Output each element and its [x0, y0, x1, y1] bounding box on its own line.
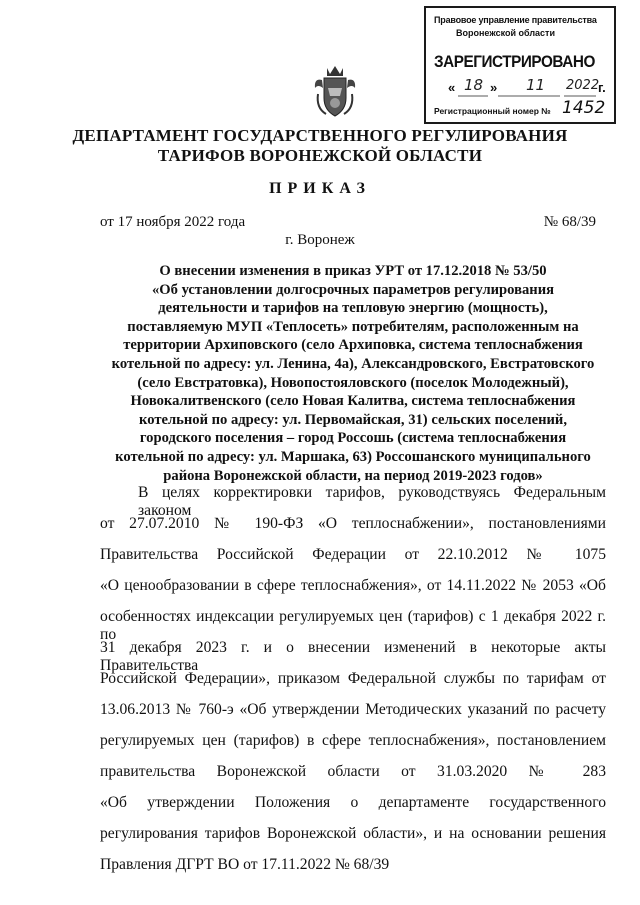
body-line: регулируемых цен (тарифов) в сфере теплоснабжения», постановлением — [100, 732, 606, 749]
stamp-date-underlines — [448, 80, 618, 100]
title-line: котельной по адресу: ул. Первомайская, 31) сельских поселений, — [139, 411, 567, 428]
stamp-date-year: 2022 — [566, 78, 600, 93]
stamp-authority-line1: Правовое управление правительства — [434, 15, 597, 25]
coat-of-arms-icon — [312, 64, 358, 120]
department-name-line2: ТАРИФОВ ВОРОНЕЖСКОЙ ОБЛАСТИ — [157, 146, 483, 165]
body-line: особенностях индексации регулируемых цен (тарифов) с 1 декабря 2022 г. по — [100, 608, 606, 643]
body-line: 13.06.2013 № 760-э «Об утверждении Методических указаний по расчету — [100, 701, 606, 718]
title-line: «Об установлении долгосрочных параметров регулирования — [151, 281, 554, 298]
title-line: О внесении изменения в приказ УРТ от 17.12.2018 № 53/50 — [159, 263, 547, 279]
title-line: котельной по адресу: ул. Ленина, 4а), Александровского, Евстратовского — [111, 355, 595, 372]
stamp-authority-line2: Воронежской области — [456, 28, 555, 38]
body-line: от 27.07.2010 № 190-ФЗ «О теплоснабжении», постановлениями — [100, 515, 606, 532]
stamp-date — [448, 76, 618, 100]
body-line: Правительства Российской Федерации от 22.10.2012 № 1075 — [100, 546, 606, 563]
document-type: ПРИКАЗ — [269, 180, 371, 197]
stamp-reg-number: 1452 — [562, 98, 606, 118]
body-line: 31 декабря 2023 г. и о внесении изменений в некоторые акты Правительства — [100, 639, 606, 674]
body-line: Правления ДГРТ ВО от 17.11.2022 № 68/39 — [100, 856, 390, 873]
title-line: территории Архиповского (село Архиповка, система теплоснабжения — [123, 337, 583, 354]
stamp-registered-label: ЗАРЕГИСТРИРОВАНО — [434, 52, 595, 71]
body-line: регулирования тарифов Воронежской области», и на основании решения — [100, 825, 606, 842]
registration-stamp — [424, 6, 616, 124]
title-line: Новокалитвенского (село Новая Калитва, система теплоснабжения — [130, 393, 576, 410]
order-date: от 17 ноября 2022 года — [100, 214, 246, 230]
stamp-date-open-quote: « — [448, 80, 456, 95]
title-line: поставляемую МУП «Теплосеть» потребителям, расположенным на — [127, 318, 579, 335]
order-number: № 68/39 — [543, 214, 596, 230]
title-line: городского поселения – город Россошь (система теплоснабжения — [139, 430, 567, 447]
stamp-date-year-suffix: г. — [598, 80, 606, 95]
body-line: Российской Федерации», приказом Федеральной службы по тарифам от — [100, 670, 606, 687]
order-title — [100, 262, 606, 485]
body-line: В целях корректировки тарифов, руководствуясь Федеральным законом — [138, 484, 606, 519]
stamp-date-close-quote: » — [490, 80, 498, 95]
body-line: «Об утверждении Положения о департаменте государственного — [100, 794, 606, 811]
title-line: котельной по адресу: ул. Маршака, 63) Россошанского муниципального — [115, 448, 591, 465]
body-line: правительства Воронежской области от 31.03.2020 № 283 — [100, 763, 606, 780]
title-line: деятельности и тарифов на тепловую энергию (мощность), — [158, 300, 548, 317]
order-city: г. Воронеж — [285, 232, 355, 248]
stamp-reg-number-label: Регистрационный номер № — [434, 106, 551, 116]
title-line: района Воронежской области, на период 2019-2023 годов» — [163, 467, 543, 484]
stamp-date-month: 11 — [526, 76, 546, 94]
department-name-line1: ДЕПАРТАМЕНТ ГОСУДАРСТВЕННОГО РЕГУЛИРОВАНИЯ — [72, 126, 568, 145]
stamp-date-day: 18 — [464, 76, 484, 94]
body-line: «О ценообразовании в сфере теплоснабжения», от 14.11.2022 № 2053 «Об — [100, 577, 606, 594]
title-line: (село Евстратовка), Новопостояловского (поселок Молодежный), — [137, 374, 569, 391]
